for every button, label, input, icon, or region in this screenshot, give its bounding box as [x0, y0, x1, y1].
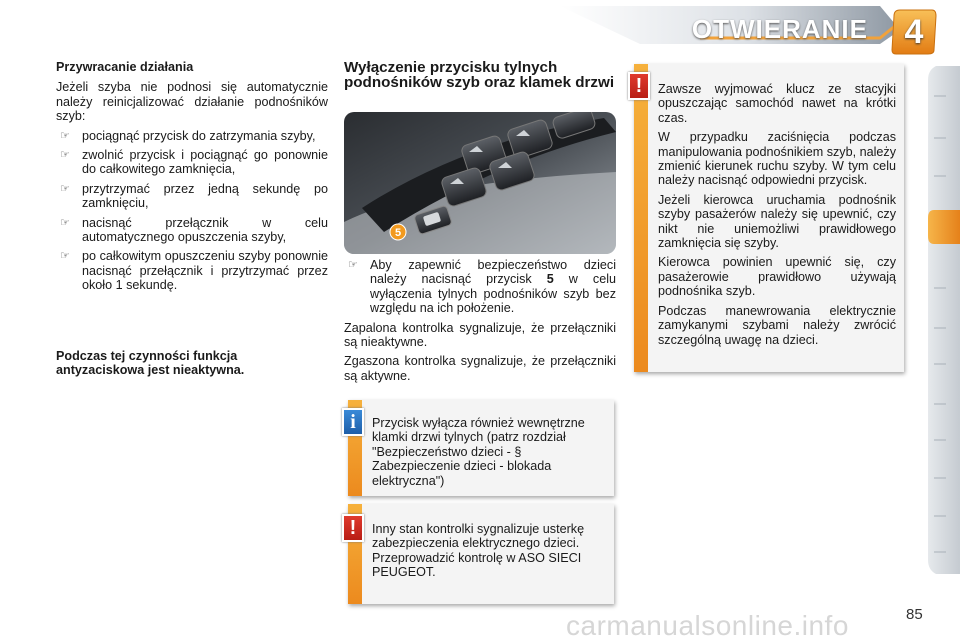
indicator-off-text: Zgaszona kontrolka sygnalizuje, że przełączniki są aktywne. — [344, 354, 616, 383]
info-note-text: Przycisk wyłącza również wewnętrzne klamki drzwi tylnych (patrz rozdział "Bezpieczeństwo dzieci - § Zabezpieczenie dzieci - blokada elektryczna") — [372, 416, 585, 488]
list-item: ☞ po całkowitym opuszczeniu szyby ponownie nacisnąć przełącznik i przytrzymać przez około 1 sekundę. — [60, 249, 328, 293]
warning-note-bottom-text: Inny stan kontrolki sygnalizuje usterkę zabezpieczenia elektrycznego dzieci. Przeprowadzić kontrolę w ASO SIECI PEUGEOT. — [372, 522, 585, 580]
middle-column — [344, 60, 616, 99]
active-chapter-tab — [928, 210, 960, 244]
bullet-arrow-icon: ☞ — [60, 129, 70, 142]
list-item: ☞ Aby zapewnić bezpieczeństwo dzieci należy nacisnąć przycisk 5 w celu wyłączenia tylnych podnośników szyb bez względu na ich położenie. — [348, 258, 617, 316]
section-heading-child-lock: Wyłączenie przycisku tylnych podnośników szyb oraz klamek drzwi — [344, 59, 615, 92]
indicator-on-text: Zapalona kontrolka sygnalizuje, że przełączniki są nieaktywne. — [344, 320, 616, 350]
bullet-arrow-icon: ☞ — [60, 149, 70, 162]
child-lock-steps — [344, 258, 616, 316]
info-note — [348, 400, 614, 496]
warning-paragraph: W przypadku zaciśnięcia podczas manipulowania podnośnikiem szyb, należy zmienić kierunek ruchu szyby. W tym celu należy nacisnąć odpowiedni przycisk. — [658, 130, 897, 188]
bullet-arrow-icon: ☞ — [348, 259, 358, 271]
middle-column-body — [344, 258, 616, 388]
warning-icon: ! — [628, 72, 650, 100]
warning-paragraph: Kierowca powinien upewnić się, czy pasażerowie prawidłowo używają podnośnika szyb. — [658, 255, 896, 299]
warning-icon: ! — [342, 514, 364, 542]
warning-note-right — [634, 64, 904, 372]
left-column — [56, 60, 328, 298]
bullet-arrow-icon: ☞ — [60, 182, 70, 195]
photo-callout-5: 5 — [394, 227, 402, 239]
warning-paragraph: Podczas manewrowania elektrycznie zamykanymi szybami należy zwrócić szczególną uwagę na dzieci. — [658, 303, 896, 347]
chapter-number: 4 — [904, 13, 924, 51]
warning-note-bottom — [348, 504, 614, 604]
chapter-title: OTWIERANIE — [691, 14, 868, 44]
bullet-arrow-icon: ☞ — [60, 250, 70, 263]
section-heading-restore: Przywracanie działania — [56, 60, 194, 74]
button-reference: 5 — [546, 272, 554, 287]
bullet-arrow-icon: ☞ — [60, 216, 70, 229]
warning-note-right-text — [658, 82, 896, 352]
list-item: ☞ pociągnąć przycisk do zatrzymania szyby, — [60, 128, 316, 143]
chapter-badge — [888, 6, 940, 58]
warning-paragraph: Zawsze wyjmować klucz ze stacyjki opuszczając samochód nawet na krótki czas. — [658, 82, 896, 125]
anti-pinch-note: Podczas tej czynności funkcja antyzaciskowa jest nieaktywna. — [56, 349, 245, 378]
list-item: ☞ zwolnić przycisk i pociągnąć go ponownie do całkowitego zamknięcia, — [60, 148, 328, 177]
chapter-tabs[interactable] — [926, 66, 960, 574]
restore-intro: Jeżeli szyba nie podnosi się automatycznie należy reinicjalizować działanie podnośników szyb: — [56, 80, 328, 124]
list-item: ☞ przytrzymać przez jedną sekundę po zamknięciu, — [60, 181, 328, 211]
info-icon: i — [342, 408, 364, 436]
warning-paragraph: Jeżeli kierowca uruchamia podnośnik szyby pasażerów należy się upewnić, czy nikt nie uniemożliwi prawidłowego zamknięcia się szyby. — [658, 192, 896, 251]
restore-steps — [56, 129, 328, 293]
page-number: 85 — [906, 606, 923, 623]
watermark: carmanualsonline.info — [566, 610, 849, 641]
list-item: ☞ nacisnąć przełącznik w celu automatycznego opuszczenia szyby, — [60, 215, 328, 245]
window-switch-photo — [344, 112, 616, 254]
